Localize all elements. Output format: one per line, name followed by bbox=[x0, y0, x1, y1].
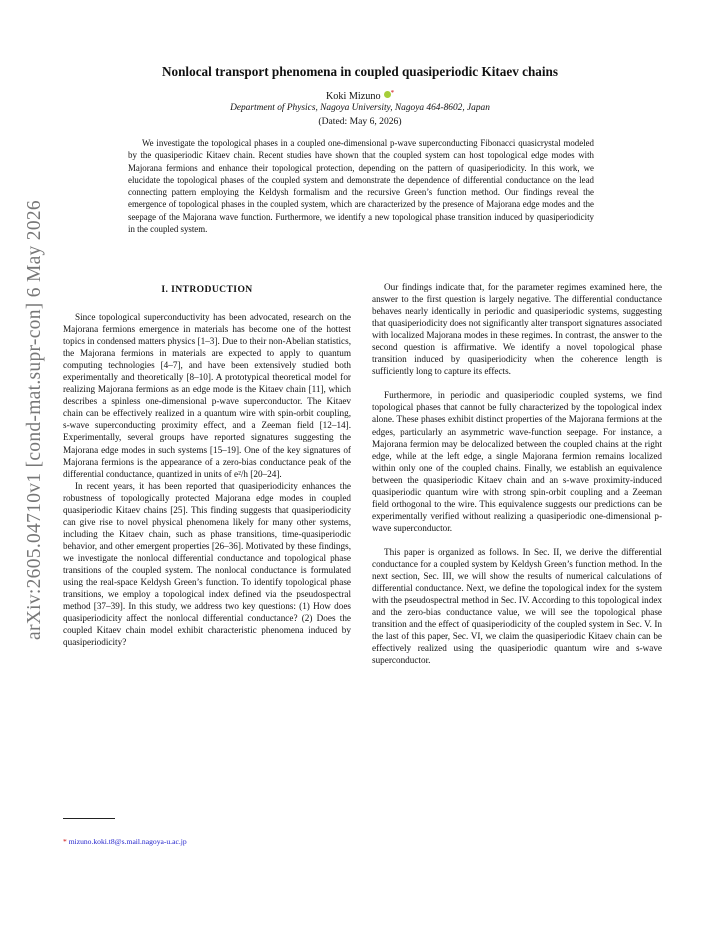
abstract: We investigate the topological phases in a coupled one-dimensional p-wave superconducting Fibonacci quasicrystal modeled by the quasiperiodic Kitaev chain. Recent studies have shown that the coupled system can host topological edge modes with Majorana fermions and enhance their topological protection, depending on the pattern of quasiperiodicity. In this work, we elucidate the topological phases of the coupled system and demonstrate the dependence of differential conductance on the lead connecting pattern employing the Keldysh formalism and the recursive Green’s function method. Our findings reveal the emergence of topological phases in the coupled system, which are characterized by the presence of Majorana edge modes and the seepage of the Majorana wave function. Furthermore, we identify a new topological phase transition induced by quasiperiodicity in the coupled system. bbox=[128, 138, 594, 235]
intro-paragraph-3: Our findings indicate that, for the parameter regimes examined here, the answer to the first question is largely negative. The differential conductance behaves nearly identically in periodic and quasiperiodic systems, suggesting that quasiperiodicity does not significantly alter transport signatures associated with localized Majorana modes in these regimes. In contrast, the answer to the second question is affirmative. We identify a novel topological phase transition induced by quasiperiodicity when the coherence length is sufficiently long to capture its effects. bbox=[372, 282, 662, 377]
intro-paragraph-1: Since topological superconductivity has been advocated, research on the Majorana fermions emergence in materials has become one of the hottest topics in condensed matters physics [1–3]. Due to their non-Abelian statistics, the Majorana fermions in materials are expected to apply to quantum computing technologies [4–7], and have been extensively studied both experimentally and theoretically [8–10]. A prototypical theoretical model for realizing Majorana fermions as an edge mode is the Kitaev chain [11], which describes a spinless one-dimensional p-wave superconductor. The Kitaev chain can be effectively realized in a quantum wire with spin-orbit coupling, s-wave superconducting proximity effect, and a Zeeman field [12–14]. Experimentally, several groups have reported signatures suggesting the Majorana edge modes in such systems [15–19]. One of the key signatures of Majorana fermions is the appearance of a zero-bias conductance peak of the differential conductance, quantized in units of e²/h [20–24]. bbox=[63, 312, 351, 479]
author-line bbox=[80, 89, 640, 102]
section-heading-introduction: I. INTRODUCTION bbox=[161, 284, 253, 295]
orcid-icon[interactable] bbox=[384, 91, 391, 98]
footnote-mark: * bbox=[63, 837, 67, 846]
intro-paragraph-5: This paper is organized as follows. In Sec. II, we derive the differential conductance for a coupled system by Keldysh Green’s function method. In the next section, Sec. III, we will show the results of numerical calculations of differential conductance. Next, we define the topological index for the system with the pseudospectral method in Sec. IV. According to this topological index and the zero-bias conductance value, we will see the topological phase transition and the effect of quasiperiodicity of the coupled system in Sec. V. In the last of this paper, Sec. VI, we claim the quasiperiodic Kitaev chain can be effectively realized using the quasiperiodic quantum wire and s-wave superconductor. bbox=[372, 546, 662, 666]
arxiv-identifier: arXiv:2605.04710v1 [cond-mat.supr-con] 6 May 2026 bbox=[24, 200, 45, 640]
paragraph-gap bbox=[372, 377, 662, 389]
author-name: Koki Mizuno bbox=[325, 91, 381, 102]
intro-paragraph-4: Furthermore, in periodic and quasiperiodic coupled systems, we find topological phases that cannot be fully characterized by the topological index alone. These phases exhibit distinct properties of the Majorana fermions at the edges, particularly an asymmetric wave-function seepage. For instance, a Majorana fermion may be delocalized between the coupled chains at the right edge, while at the left edge, a single Majorana fermion remains localized within only one of the coupled chains. Finally, we establish an equivalence between the quasiperiodic Kitaev chain and an s-wave proximity-induced quasiperiodic quantum wire with strong spin-orbit coupling and a Zeeman field orthogonal to the wire. This equivalence suggests our predictions can be experimentally verified without realizing a quasiperiodic one-dimensional p-wave superconductor. bbox=[372, 390, 662, 533]
footnote-rule bbox=[63, 818, 115, 819]
author-email-link[interactable]: mizuno.koki.t8@s.mail.nagoya-u.ac.jp bbox=[68, 837, 187, 846]
paper-title: Nonlocal transport phenomena in coupled quasiperiodic Kitaev chains bbox=[161, 64, 559, 79]
author-footnote-mark: * bbox=[390, 89, 395, 97]
footnote bbox=[63, 837, 187, 846]
arxiv-sidebar-stamp bbox=[22, 180, 48, 660]
date-line: (Dated: May 6, 2026) bbox=[318, 116, 402, 127]
affiliation: Department of Physics, Nagoya University, Nagoya 464-8602, Japan bbox=[230, 103, 490, 113]
intro-paragraph-2: In recent years, it has been reported that quasiperiodicity enhances the robustness of topologically protected Majorana edge modes in coupled quasiperiodic Kitaev chains [25]. This finding suggests that quasiperiodicity can give rise to novel physical phenomena likely for many other systems, including the Kitaev chain, such as phase transitions, time-quasiperiodic behavior, and other emergent properties [26–36]. Motivated by these findings, we investigate the nonlocal differential conductance and topological phase transitions of the coupled system. The nonlocal conductance is formulated using the real-space Keldysh Green’s function. To identify topological phase transitions, we employ a topological index defined via the pseudospectral method [37–39]. In this study, we address two key questions: (1) How does quasiperiodicity affect the nonlocal differential conductance? (2) Does the coupled Kitaev chain model exhibit characteristic phenomena induced by quasiperiodicity? bbox=[63, 480, 351, 648]
right-column bbox=[372, 281, 662, 666]
left-column bbox=[63, 311, 351, 648]
paragraph-gap bbox=[372, 534, 662, 546]
